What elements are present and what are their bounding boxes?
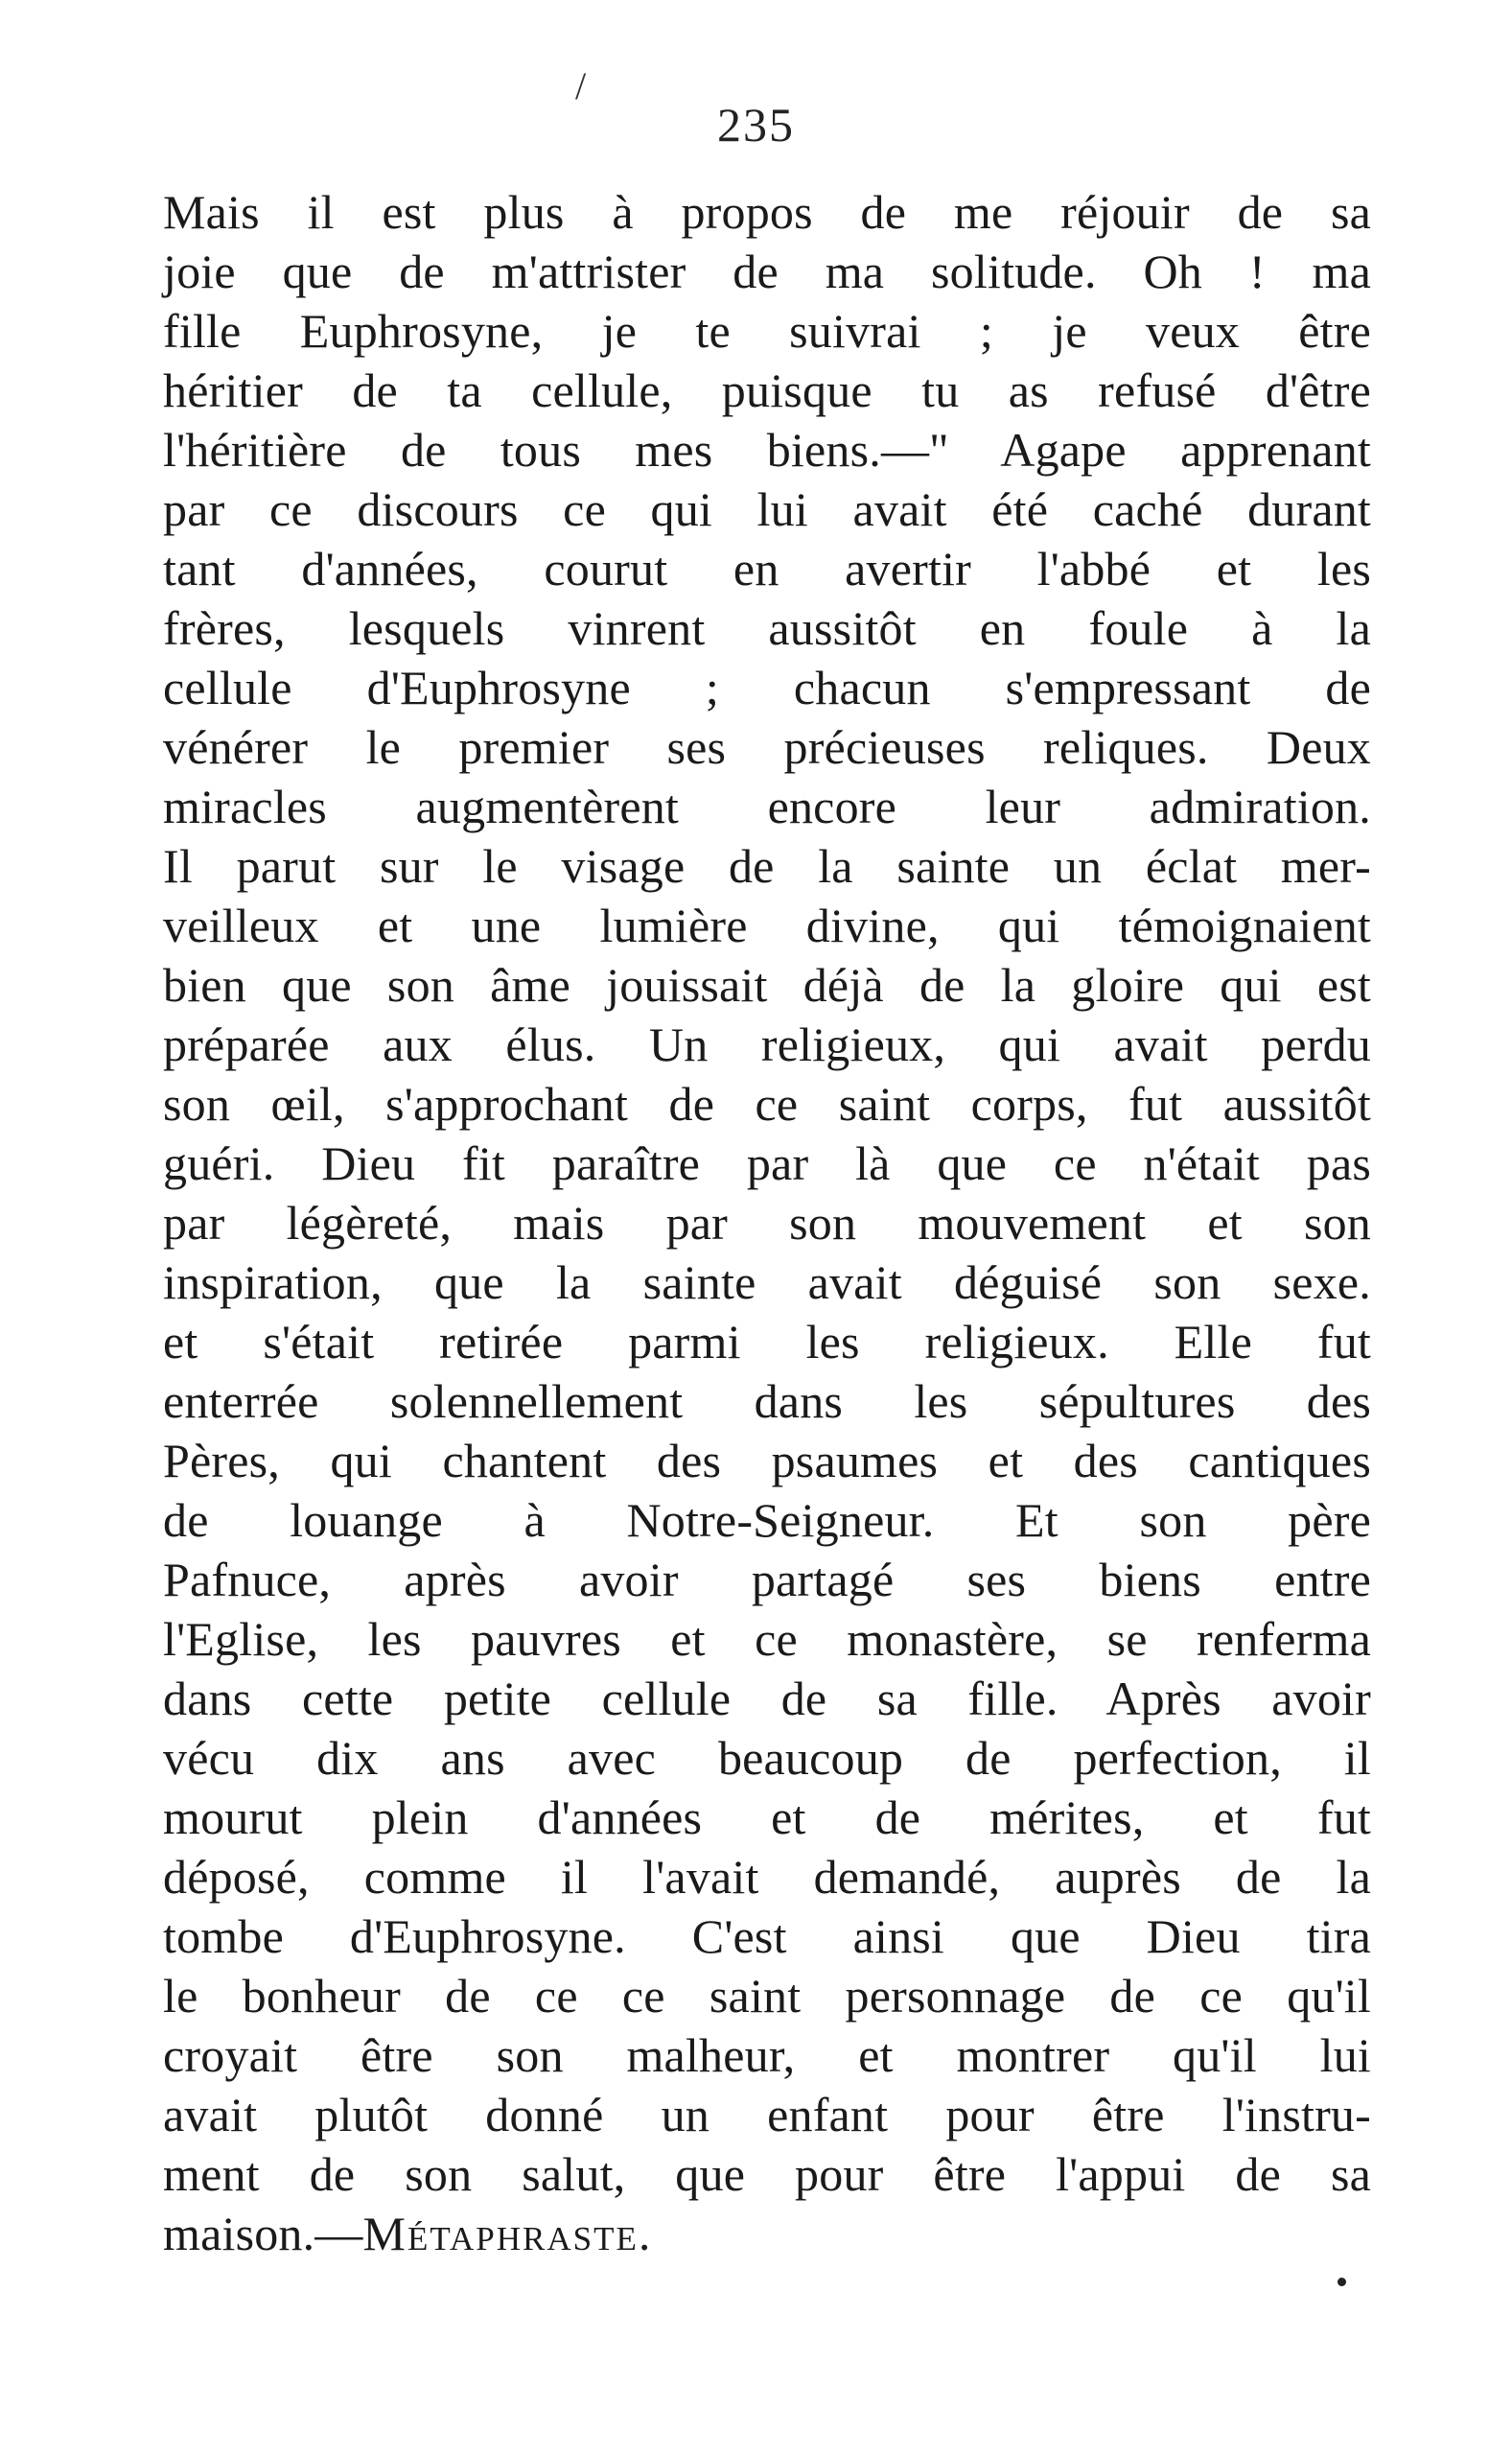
text-line: mourut plein d'années et de mérites, et fut (163, 1790, 1371, 1844)
text-line: tombe d'Euphrosyne. C'est ainsi que Dieu tira (163, 1909, 1371, 1963)
text-line: le bonheur de ce ce saint personnage de ce qu'il (163, 1969, 1371, 2023)
stray-dot (1338, 2278, 1346, 2286)
author-signature: Métaphraste. (362, 2207, 653, 2260)
text-line: guéri. Dieu fit paraître par là que ce n'était pas (163, 1136, 1371, 1190)
text-line: ment de son salut, que pour être l'appui de sa (163, 2147, 1371, 2201)
body-text (163, 182, 1371, 2263)
text-line: croyait être son malheur, et montrer qu'il lui (163, 2028, 1371, 2082)
text-line: Pafnuce, après avoir partagé ses biens entre (163, 1553, 1371, 1606)
text-line: miracles augmentèrent encore leur admiration. (163, 780, 1371, 833)
text-line: vénérer le premier ses précieuses reliques. Deux (163, 720, 1371, 774)
text-line: bien que son âme jouissait déjà de la gloire qui est (163, 958, 1371, 1012)
text-line: joie que de m'attrister de ma solitude. Oh ! ma (163, 245, 1371, 298)
text-line: cellule d'Euphrosyne ; chacun s'empressant de (163, 661, 1371, 714)
text-line: frères, lesquels vinrent aussitôt en foule à la (163, 601, 1371, 655)
stray-mark: / (575, 64, 587, 107)
text-line: inspiration, que la sainte avait déguisé son sexe. (163, 1255, 1371, 1309)
text-line: héritier de ta cellule, puisque tu as refusé d'être (163, 363, 1371, 417)
text-line: l'héritière de tous mes biens.—" Agape apprenant (163, 423, 1371, 477)
text-line: préparée aux élus. Un religieux, qui avait perdu (163, 1017, 1371, 1071)
text-line: Mais il est plus à propos de me réjouir de sa (163, 185, 1371, 239)
text-line: enterrée solennellement dans les sépultures des (163, 1374, 1371, 1428)
text-line: avait plutôt donné un enfant pour être l'instru- (163, 2088, 1371, 2141)
text-line: par ce discours ce qui lui avait été caché durant (163, 482, 1371, 536)
text-line: vécu dix ans avec beaucoup de perfection, il (163, 1731, 1371, 1785)
text-line: l'Eglise, les pauvres et ce monastère, se renferma (163, 1612, 1371, 1666)
text-line: son œil, s'approchant de ce saint corps, fut aussitôt (163, 1077, 1371, 1131)
page-number: 235 (717, 98, 795, 152)
text-line: tant d'années, courut en avertir l'abbé et les (163, 542, 1371, 596)
text-line: déposé, comme il l'avait demandé, auprès de la (163, 1850, 1371, 1904)
text-line: et s'était retirée parmi les religieux. Elle fut (163, 1315, 1371, 1368)
text-line: Il parut sur le visage de la sainte un éclat mer- (163, 839, 1371, 893)
text-line: par légèreté, mais par son mouvement et son (163, 1196, 1371, 1250)
text-line: dans cette petite cellule de sa fille. Après avoir (163, 1672, 1371, 1725)
text-line: veilleux et une lumière divine, qui témoignaient (163, 899, 1371, 952)
text-line: fille Euphrosyne, je te suivrai ; je veux être (163, 304, 1371, 358)
final-line-text: maison.— (163, 2207, 363, 2260)
text-line: Pères, qui chantent des psaumes et des cantiques (163, 1434, 1371, 1487)
final-line (163, 2204, 1371, 2263)
text-line: de louange à Notre-Seigneur. Et son père (163, 1493, 1371, 1547)
